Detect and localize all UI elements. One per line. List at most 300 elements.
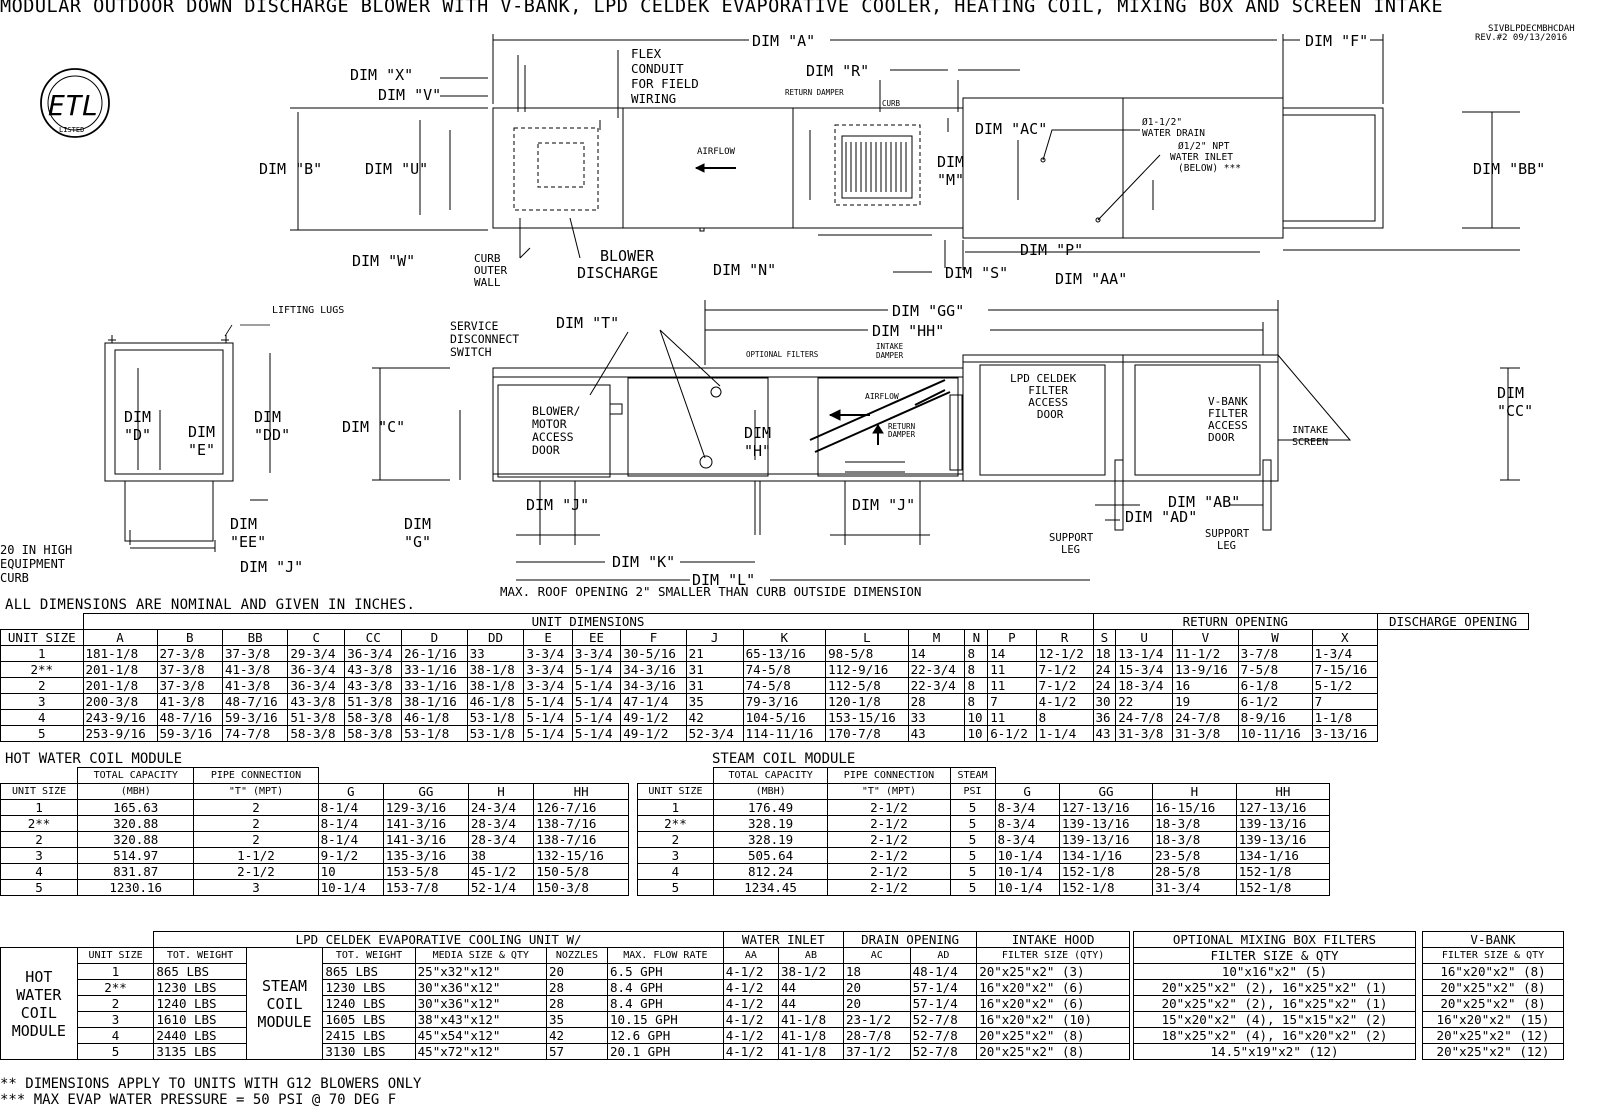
dim-f-label: DIM "F": [1305, 32, 1369, 50]
blower-access-door-label: [532, 405, 580, 457]
column-header: UNIT SIZE: [77, 948, 154, 964]
table-cell: 1610 LBS: [154, 1012, 246, 1028]
column-header: N: [965, 630, 988, 646]
table-cell: 1240 LBS: [154, 996, 246, 1012]
dim-ee-label: DIM "EE": [230, 515, 267, 551]
table-cell: 2-1/2: [828, 832, 950, 848]
table-cell: 3135 LBS: [154, 1044, 246, 1060]
vbank-door-line: DOOR: [1208, 431, 1235, 444]
column-header: U: [1116, 630, 1173, 646]
table-cell: 243-9/16: [83, 710, 157, 726]
table-cell: 3: [77, 1012, 154, 1028]
blower-door-line: BLOWER/: [532, 404, 581, 418]
table-cell: 152-1/8: [1236, 864, 1329, 880]
table-cell: 4: [1, 710, 84, 726]
table-cell: 42: [686, 710, 743, 726]
table-cell: 41-3/8: [222, 662, 287, 678]
dim-a-label: DIM "A": [752, 32, 816, 50]
table-cell: 14: [988, 646, 1036, 662]
table-row: [1134, 1044, 1416, 1060]
table-cell: 21: [686, 646, 743, 662]
table-cell: 8-1/4: [318, 800, 383, 816]
intake-screen-line: SCREEN: [1292, 437, 1329, 448]
table-cell: 28-7/8: [843, 1028, 910, 1044]
table-cell: 24-7/8: [1173, 710, 1238, 726]
water-inlet-line: Ø1/2" NPT: [1178, 141, 1230, 152]
table-cell: 1: [638, 800, 714, 816]
etl-listed-logo: [41, 69, 109, 137]
dim-aa-label: DIM "AA": [1055, 270, 1128, 288]
etl-logo-letters: ETL: [48, 89, 99, 122]
column-header: AA: [723, 948, 778, 964]
support-leg-line: LEG: [1217, 540, 1236, 552]
table-cell: 30"x36"x12": [415, 996, 546, 1012]
table-cell: 23-1/2: [843, 1012, 910, 1028]
table-cell: 12.6 GPH: [608, 1028, 724, 1044]
table-cell: 5: [950, 832, 995, 848]
column-header: G: [318, 784, 383, 800]
table-cell: 3-7/8: [1238, 646, 1312, 662]
table-cell: 1-1/8: [1312, 710, 1377, 726]
table-cell: 18-3/4: [1116, 678, 1173, 694]
table-cell: 38-1/16: [402, 694, 467, 710]
curb-note-line: CURB: [0, 571, 29, 585]
table-cell: 3-3/4: [524, 662, 572, 678]
table-cell: 48-1/4: [910, 964, 977, 980]
table-cell: 127-13/16: [1059, 800, 1152, 816]
table-cell: 7-1/2: [1036, 678, 1093, 694]
table-cell: 27-3/8: [157, 646, 222, 662]
curb-outer-line: CURB: [474, 252, 501, 265]
column-header: HH: [534, 784, 629, 800]
table-cell: 5: [950, 864, 995, 880]
column-header: B: [157, 630, 222, 646]
table-cell: 51-3/8: [288, 710, 345, 726]
hot-water-coil-module-label: [1, 948, 78, 1060]
side-airflow-label: AIRFLOW: [865, 392, 899, 401]
table-cell: 13-1/4: [1116, 646, 1173, 662]
table-cell: 5: [950, 880, 995, 896]
column-header: EE: [572, 630, 620, 646]
table-row: [1, 800, 629, 816]
table-cell: 10-11/16: [1238, 726, 1312, 742]
dim-e-label: DIM "E": [188, 423, 216, 459]
table-cell: 150-5/8: [534, 864, 629, 880]
table-cell: 43-3/8: [345, 678, 402, 694]
table-cell: 5-1/4: [524, 710, 572, 726]
table-cell: 5: [950, 800, 995, 816]
equipment-curb-note: [0, 543, 72, 585]
column-header: J: [686, 630, 743, 646]
table-cell: 1-1/4: [1036, 726, 1093, 742]
footnote-g12: ** DIMENSIONS APPLY TO UNITS WITH G12 BLOWERS ONLY: [0, 1076, 422, 1092]
table-cell: 2-1/2: [828, 880, 950, 896]
table-header-row: [1423, 948, 1564, 964]
table-cell: 6-1/2: [1238, 694, 1312, 710]
dim-cc-label: DIM "CC": [1497, 384, 1534, 420]
table-cell: 7-1/2: [1036, 662, 1093, 678]
table-cell: 14.5"x19"x2" (12): [1134, 1044, 1416, 1060]
table-cell: 31-3/8: [1116, 726, 1173, 742]
table-cell: 5-1/4: [572, 662, 620, 678]
blower-door-line: ACCESS: [532, 430, 574, 444]
table-cell: 5: [638, 880, 714, 896]
lpd-door-line: DOOR: [1036, 408, 1064, 421]
table-cell: 59-3/16: [222, 710, 287, 726]
table-cell: 45"x72"x12": [415, 1044, 546, 1060]
column-header: PSI: [950, 784, 995, 800]
table-cell: 20: [546, 964, 607, 980]
table-cell: 153-7/8: [383, 880, 468, 896]
table-cell: 33-1/16: [402, 678, 467, 694]
table-cell: 2415 LBS: [323, 1028, 415, 1044]
table-cell: 8-3/4: [995, 832, 1059, 848]
table-cell: 45-1/2: [468, 864, 533, 880]
table-cell: 4: [77, 1028, 154, 1044]
table-cell: 44: [778, 980, 843, 996]
table-cell: 18-3/8: [1153, 832, 1237, 848]
column-header: H: [468, 784, 533, 800]
table-cell: 22: [1116, 694, 1173, 710]
table-cell: 36-3/4: [288, 662, 345, 678]
steam-coil-table: [637, 767, 1330, 896]
table-cell: 5-1/4: [524, 694, 572, 710]
plan-return-damper-label: RETURN DAMPER: [785, 88, 844, 97]
table-cell: 5: [950, 816, 995, 832]
table-cell: 12-1/2: [1036, 646, 1093, 662]
side-return-damper-label: [888, 423, 915, 439]
vbank-access-door-label: [1208, 396, 1248, 444]
table-cell: 5: [1, 880, 78, 896]
column-header: FILTER SIZE (QTY): [977, 948, 1130, 964]
table-header-row: [1, 630, 1529, 646]
table-cell: 2**: [77, 980, 154, 996]
table-cell: 36-3/4: [288, 678, 345, 694]
table-cell: 8-1/4: [318, 832, 383, 848]
optional-filters-label: OPTIONAL FILTERS: [746, 350, 819, 359]
table-row: [1, 646, 1529, 662]
column-header: F: [621, 630, 686, 646]
table-cell: 176.49: [713, 800, 827, 816]
table-row: [1, 726, 1529, 742]
table-cell: 5-1/2: [1312, 678, 1377, 694]
lifting-lugs-label: LIFTING LUGS: [272, 305, 345, 316]
table-cell: 16: [1173, 678, 1238, 694]
table-cell: 129-3/16: [383, 800, 468, 816]
water-drain-note: [1142, 117, 1205, 139]
table-cell: 28-3/4: [468, 816, 533, 832]
table-cell: 58-3/8: [288, 726, 345, 742]
table-cell: 10-1/4: [995, 864, 1059, 880]
flex-note-line: CONDUIT: [631, 61, 684, 76]
module-label-line: HOT: [25, 967, 53, 986]
table-cell: 2: [638, 832, 714, 848]
curb-outer-line: WALL: [474, 276, 501, 289]
table-cell: 24: [1093, 678, 1116, 694]
table-cell: 328.19: [713, 832, 827, 848]
table-cell: 48-7/16: [157, 710, 222, 726]
table-cell: 19: [1173, 694, 1238, 710]
column-header: TOT. WEIGHT: [323, 948, 415, 964]
footnote-water-pressure: *** MAX EVAP WATER PRESSURE = 50 PSI @ 70 DEG F: [0, 1092, 397, 1108]
table-cell: 1230.16: [78, 880, 194, 896]
table-cell: 10: [318, 864, 383, 880]
table-cell: 2: [77, 996, 154, 1012]
dim-m-label: DIM "M": [937, 153, 965, 189]
table-cell: 33: [908, 710, 965, 726]
table-cell: 47-1/4: [621, 694, 686, 710]
table-cell: 10.15 GPH: [608, 1012, 724, 1028]
table-cell: 4-1/2: [723, 1028, 778, 1044]
intake-hood-header: INTAKE HOOD: [977, 932, 1130, 948]
table-cell: 34-3/16: [621, 662, 686, 678]
table-cell: 5-1/4: [572, 726, 620, 742]
table-cell: 52-7/8: [910, 1012, 977, 1028]
table-row: [1423, 964, 1564, 980]
blower-door-line: DOOR: [532, 443, 560, 457]
module-label-line: MODULE: [257, 1012, 312, 1031]
blower-discharge-line: DISCHARGE: [577, 264, 659, 282]
table-cell: 4-1/2: [723, 1012, 778, 1028]
support-leg-line: SUPPORT: [1049, 532, 1094, 544]
intake-screen-line: INTAKE: [1292, 425, 1329, 436]
table-cell: 865 LBS: [323, 964, 415, 980]
table-cell: 8: [965, 694, 988, 710]
table-cell: 52-7/8: [910, 1028, 977, 1044]
table-row: [638, 832, 1330, 848]
vbank-door-line: FILTER: [1208, 407, 1248, 420]
unit-dimensions-table: [0, 613, 1529, 742]
table-cell: 1: [1, 646, 84, 662]
table-cell: 16"x20"x2" (6): [977, 996, 1130, 1012]
curb-outer-line: OUTER: [474, 264, 508, 277]
table-cell: 42: [546, 1028, 607, 1044]
table-cell: 26-1/16: [402, 646, 467, 662]
table-cell: 11: [988, 710, 1036, 726]
table-cell: 98-5/8: [826, 646, 909, 662]
table-cell: 5-1/4: [572, 710, 620, 726]
table-cell: 20: [843, 996, 910, 1012]
table-row: [638, 864, 1330, 880]
table-cell: 45"x54"x12": [415, 1028, 546, 1044]
table-cell: 31-3/8: [1173, 726, 1238, 742]
service-disconnect-note: [450, 320, 519, 359]
intake-damper-label: [876, 342, 903, 360]
hot-water-coil-table: [0, 767, 629, 896]
table-cell: 38-1/8: [467, 662, 524, 678]
table-cell: 165.63: [78, 800, 194, 816]
column-header: K: [743, 630, 826, 646]
dim-t-label: DIM "T": [556, 314, 620, 332]
table-cell: 30-5/16: [621, 646, 686, 662]
table-row: [1423, 1028, 1564, 1044]
vbank-door-line: V-BANK: [1208, 395, 1248, 408]
table-cell: 152-1/8: [1059, 880, 1152, 896]
water-inlet-header: WATER INLET: [723, 932, 843, 948]
table-cell: 4-1/2: [1036, 694, 1093, 710]
table-cell: 8-3/4: [995, 800, 1059, 816]
end-dim-j-label: DIM "J": [240, 558, 304, 576]
table-row: [1, 1028, 1130, 1044]
table-cell: 41-1/8: [778, 1012, 843, 1028]
service-line: DISCONNECT: [450, 332, 520, 346]
table-cell: 139-13/16: [1059, 832, 1152, 848]
table-cell: 8: [1036, 710, 1093, 726]
table-cell: 48-7/16: [222, 694, 287, 710]
table-cell: 74-7/8: [222, 726, 287, 742]
column-header: (MBH): [713, 784, 827, 800]
mixing-box-filters-table: [1133, 931, 1416, 1060]
table-cell: 43: [1093, 726, 1116, 742]
table-cell: 9-1/2: [318, 848, 383, 864]
table-cell: 28: [908, 694, 965, 710]
drain-opening-header: DRAIN OPENING: [843, 932, 976, 948]
table-cell: 59-3/16: [157, 726, 222, 742]
table-cell: 36-3/4: [345, 646, 402, 662]
table-cell: 13-9/16: [1173, 662, 1238, 678]
table-header-row: [1, 948, 1130, 964]
table-cell: 5-1/4: [572, 694, 620, 710]
dim-d-label: DIM "D": [124, 408, 152, 444]
roof-opening-note: MAX. ROOF OPENING 2" SMALLER THAN CURB OUTSIDE DIMENSION: [500, 584, 922, 599]
table-cell: 2**: [1, 816, 78, 832]
table-cell: 37-1/2: [843, 1044, 910, 1060]
water-inlet-line: WATER INLET: [1170, 152, 1233, 163]
table-cell: 31-3/4: [1153, 880, 1237, 896]
table-cell: 1-1/2: [194, 848, 318, 864]
table-cell: 29-3/4: [288, 646, 345, 662]
table-cell: 15-3/4: [1116, 662, 1173, 678]
table-row: [1, 980, 1130, 996]
table-row: [1134, 996, 1416, 1012]
table-cell: 37-3/8: [222, 646, 287, 662]
table-cell: 74-5/8: [743, 662, 826, 678]
table-cell: 134-1/16: [1059, 848, 1152, 864]
table-cell: 2-1/2: [828, 816, 950, 832]
table-cell: 22-3/4: [908, 662, 965, 678]
table-cell: 52-7/8: [910, 1044, 977, 1060]
table-cell: 20"x25"x2" (8): [977, 1028, 1130, 1044]
table-cell: 4: [638, 864, 714, 880]
table-cell: 18: [843, 964, 910, 980]
table-header-row: [638, 784, 1330, 800]
table-cell: 6.5 GPH: [608, 964, 724, 980]
table-cell: 328.19: [713, 816, 827, 832]
table-cell: 57: [546, 1044, 607, 1060]
table-cell: 134-1/16: [1236, 848, 1329, 864]
table-cell: 181-1/8: [83, 646, 157, 662]
flex-conduit-note: [631, 46, 699, 106]
table-cell: 43-3/8: [345, 662, 402, 678]
column-header: CC: [345, 630, 402, 646]
table-cell: 57-1/4: [910, 996, 977, 1012]
dimensions-note: ALL DIMENSIONS ARE NOMINAL AND GIVEN IN INCHES.: [5, 597, 416, 613]
column-header: R: [1036, 630, 1093, 646]
column-header: P: [988, 630, 1036, 646]
table-cell: 2**: [1, 662, 84, 678]
table-cell: 18: [1093, 646, 1116, 662]
dim-ac-label: DIM "AC": [975, 120, 1048, 138]
table-cell: 20"x25"x2" (12): [1423, 1028, 1564, 1044]
table-cell: 10: [965, 710, 988, 726]
table-cell: 28-5/8: [1153, 864, 1237, 880]
dim-h-label: DIM "H": [744, 424, 772, 460]
table-cell: 20"x25"x2" (8): [977, 1044, 1130, 1060]
table-cell: 20.1 GPH: [608, 1044, 724, 1060]
column-header: E: [524, 630, 572, 646]
table-cell: 1-3/4: [1312, 646, 1377, 662]
table-cell: 11: [988, 662, 1036, 678]
column-header: UNIT SIZE: [638, 784, 714, 800]
table-cell: 3-13/16: [1312, 726, 1377, 742]
table-cell: 16"x20"x2" (6): [977, 980, 1130, 996]
table-cell: 38: [468, 848, 533, 864]
st-total-capacity-header: TOTAL CAPACITY: [713, 768, 827, 784]
table-cell: 43-3/8: [288, 694, 345, 710]
table-cell: 4-1/2: [723, 964, 778, 980]
table-cell: 22-3/4: [908, 678, 965, 694]
table-cell: 18"x25"x2" (4), 16"x20"x2" (2): [1134, 1028, 1416, 1044]
table-cell: 16"x20"x2" (10): [977, 1012, 1130, 1028]
dim-g-label: DIM "G": [404, 515, 432, 551]
dim-bb-label: DIM "BB": [1473, 160, 1546, 178]
table-cell: 28-3/4: [468, 832, 533, 848]
column-header: H: [1153, 784, 1237, 800]
column-header: W: [1238, 630, 1312, 646]
column-header: S: [1093, 630, 1116, 646]
table-cell: 1: [1, 800, 78, 816]
table-cell: 58-3/8: [345, 726, 402, 742]
dim-v-label: DIM "V": [378, 86, 442, 104]
table-cell: 3: [1, 694, 84, 710]
table-cell: 16-15/16: [1153, 800, 1237, 816]
table-row: [1423, 980, 1564, 996]
table-cell: 200-3/8: [83, 694, 157, 710]
dim-x-label: DIM "X": [350, 66, 414, 84]
column-header: MEDIA SIZE & QTY: [415, 948, 546, 964]
flex-note-line: WIRING: [631, 91, 677, 106]
column-header: AD: [910, 948, 977, 964]
table-cell: 10-1/4: [318, 880, 383, 896]
water-inlet-note: [1170, 141, 1241, 174]
column-header: "T" (MPT): [194, 784, 318, 800]
plan-curb-label: CURB: [882, 99, 901, 108]
table-cell: 20"x25"x2" (12): [1423, 1044, 1564, 1060]
table-cell: 320.88: [78, 832, 194, 848]
table-cell: 37-3/8: [157, 678, 222, 694]
table-cell: 153-15/16: [826, 710, 909, 726]
table-cell: 20"x25"x2" (8): [1423, 980, 1564, 996]
table-cell: 43: [908, 726, 965, 742]
table-cell: 52-3/4: [686, 726, 743, 742]
table-cell: 1240 LBS: [323, 996, 415, 1012]
support-leg-line: SUPPORT: [1205, 528, 1250, 540]
dim-gg-label: DIM "GG": [892, 302, 965, 320]
table-cell: 5: [950, 848, 995, 864]
service-line: SWITCH: [450, 345, 492, 359]
table-row: [638, 848, 1330, 864]
table-cell: 112-9/16: [826, 662, 909, 678]
module-label-line: STEAM: [261, 976, 308, 995]
table-cell: 7-15/16: [1312, 662, 1377, 678]
table-cell: 152-1/8: [1059, 864, 1152, 880]
water-drain-line: Ø1-1/2": [1142, 117, 1183, 128]
table-cell: 139-13/16: [1236, 816, 1329, 832]
mix-title-header: OPTIONAL MIXING BOX FILTERS: [1134, 932, 1416, 948]
table-cell: 505.64: [713, 848, 827, 864]
table-cell: 104-5/16: [743, 710, 826, 726]
steam-coil-module-label: [246, 948, 323, 1060]
